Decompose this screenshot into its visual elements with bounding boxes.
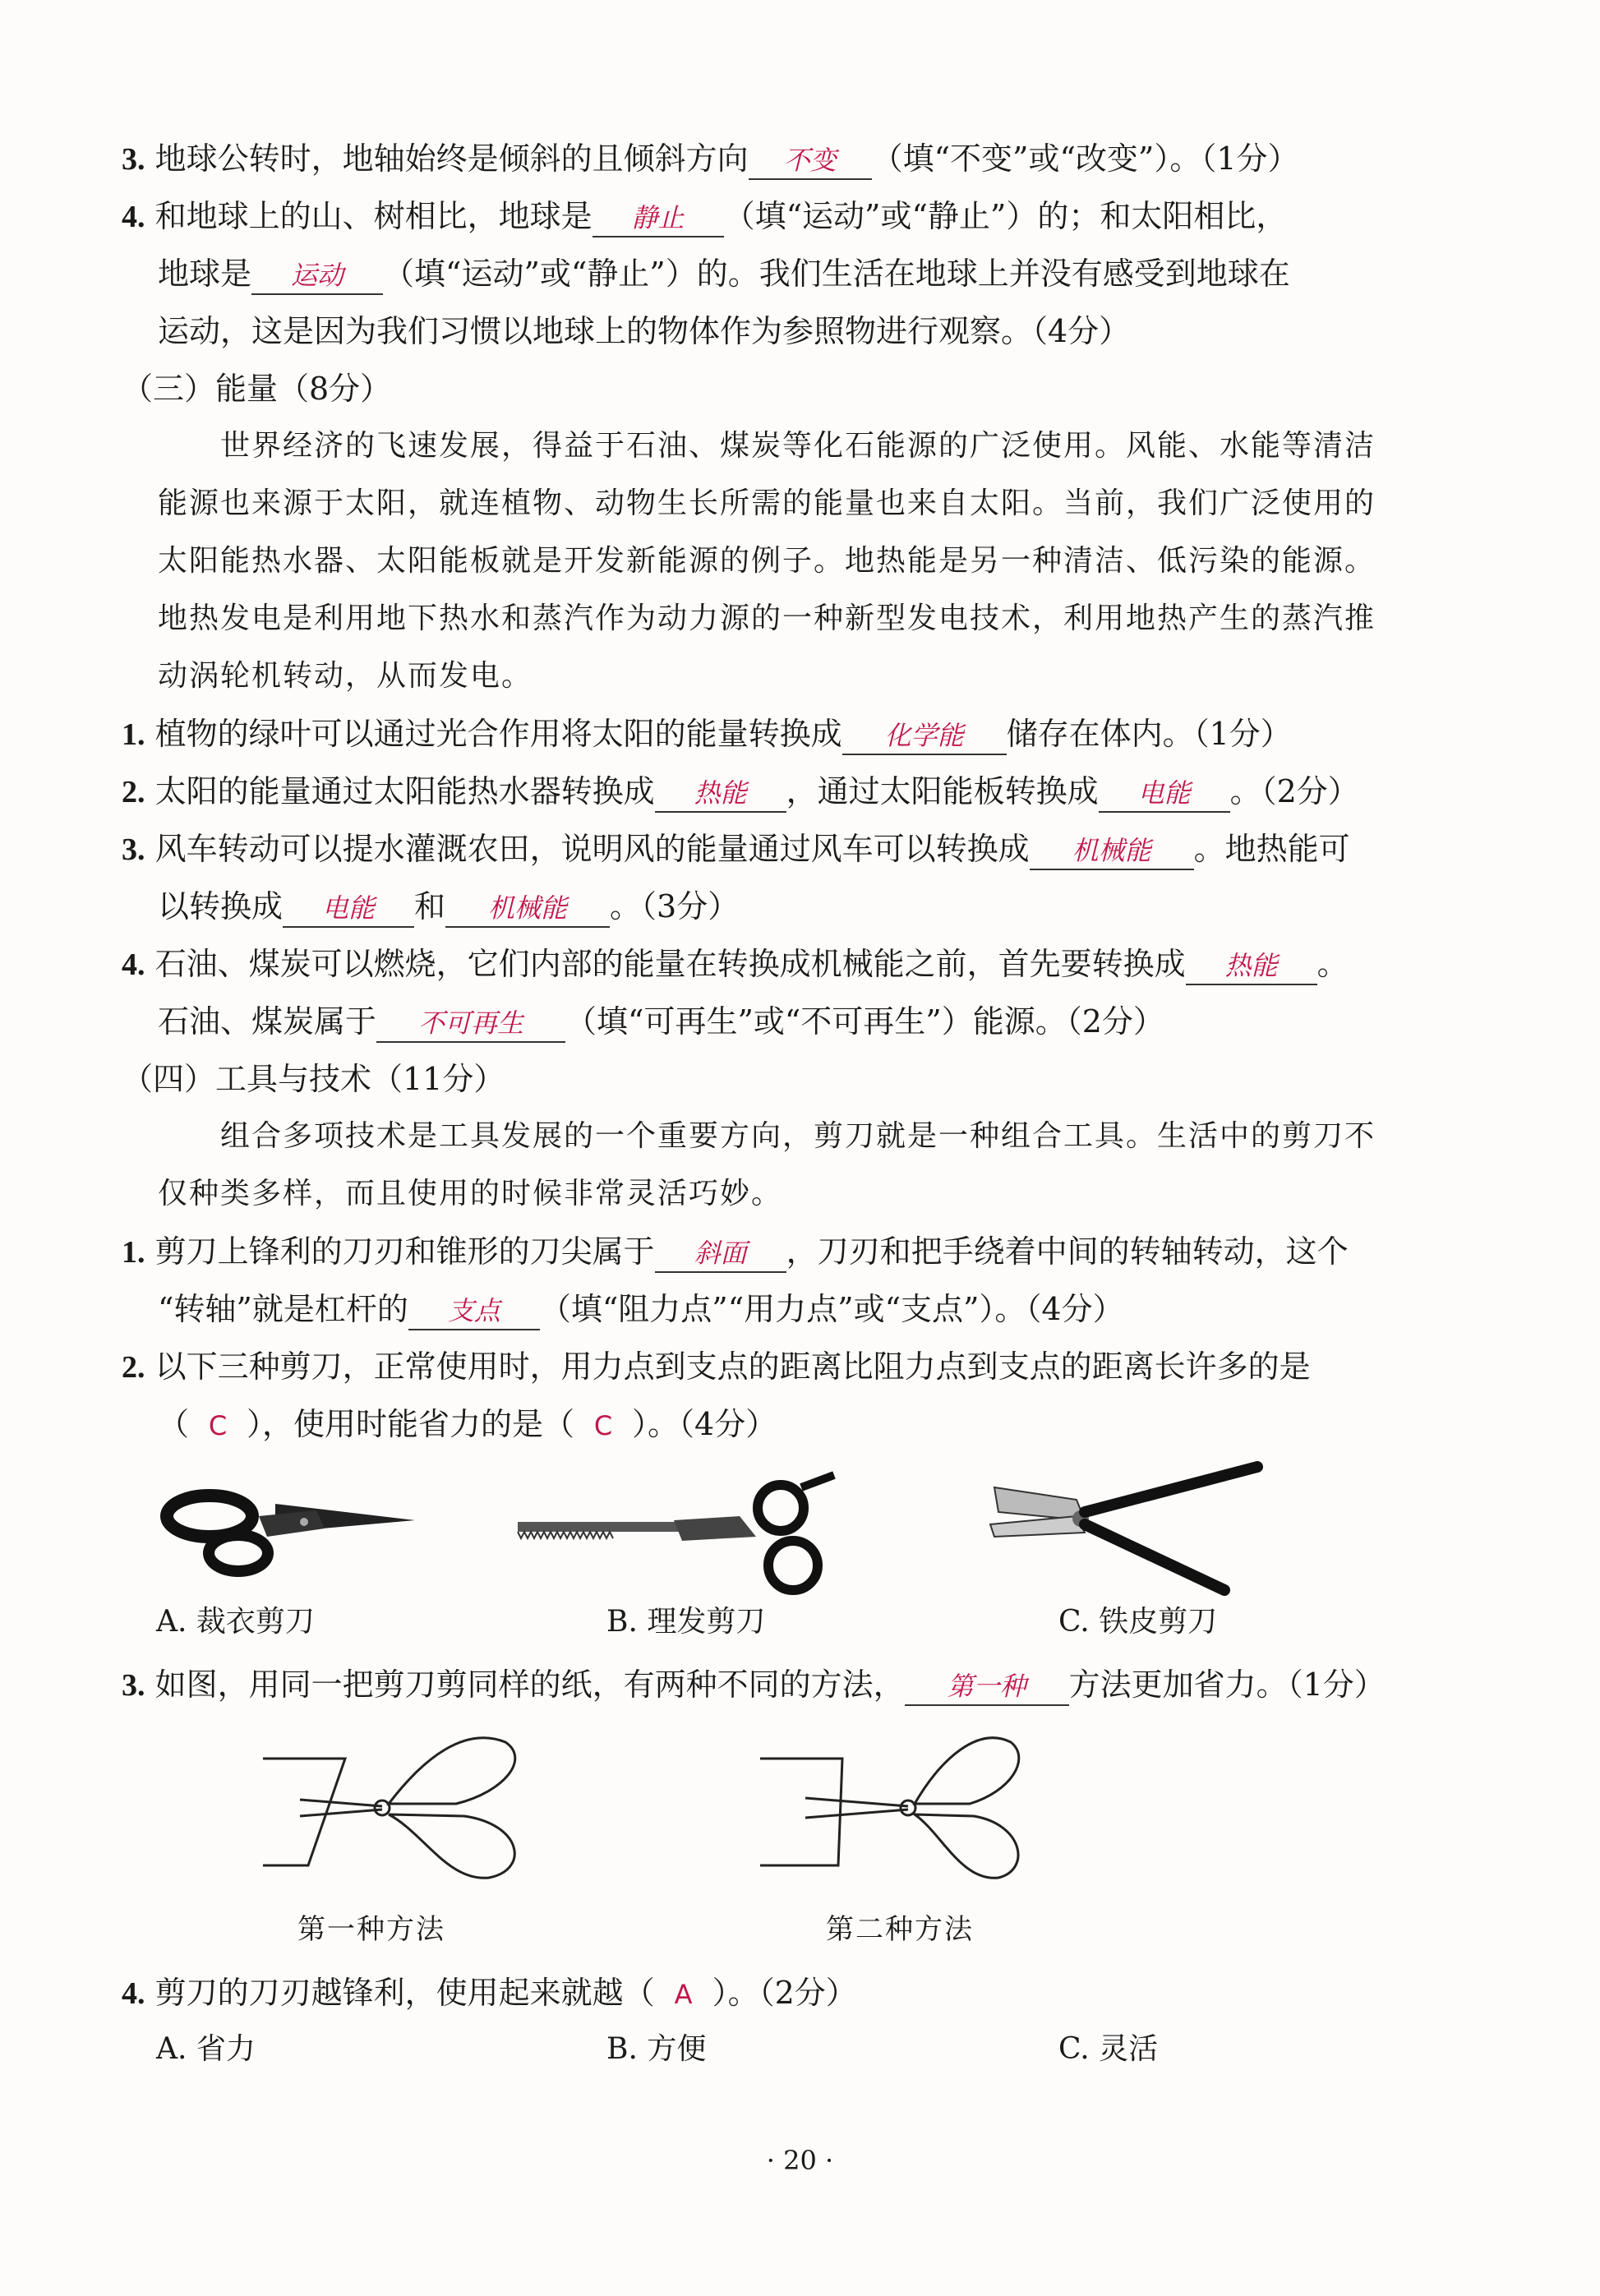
- question-text: 地球公转时，地轴始终是倾斜的且倾斜方向: [154, 141, 749, 177]
- question-number: 3.: [122, 1668, 145, 1703]
- answer-choice[interactable]: C: [208, 1410, 228, 1441]
- reading-paragraph: 组合多项技术是工具发展的一个重要方向，剪刀就是一种组合工具。生活中的剪刀不: [220, 1119, 1376, 1153]
- question-text: （填“运动”或“静止”）的。我们生活在地球上并没有感受到地球在: [383, 256, 1290, 292]
- answer-blank[interactable]: 电能: [1099, 775, 1230, 813]
- question-text: ），使用时能省力的是（: [247, 1406, 575, 1442]
- question-number: 3.: [122, 142, 145, 177]
- question-number: 1.: [122, 717, 145, 752]
- answer-blank[interactable]: 运动: [251, 257, 383, 295]
- section-title-tools: （四）工具与技术（11分）: [122, 1061, 505, 1097]
- reading-paragraph: 仅种类多样，而且使用的时候非常灵活巧妙。: [158, 1177, 783, 1210]
- answer-blank[interactable]: 斜面: [655, 1235, 786, 1273]
- question-text: 植物的绿叶可以通过光合作用将太阳的能量转换成: [154, 716, 842, 752]
- answer-blank[interactable]: 不可再生: [376, 1005, 565, 1043]
- energy-question-1: [122, 713, 1452, 755]
- reading-paragraph: 动涡轮机转动，从而发电。: [158, 659, 533, 693]
- answer-blank[interactable]: 静止: [593, 200, 724, 237]
- question-text: ，刀刃和把手绕着中间的转轴转动，这个: [786, 1233, 1349, 1270]
- tinsnips-image: [978, 1455, 1274, 1602]
- answer-blank[interactable]: 第一种: [905, 1668, 1069, 1706]
- answer-choice[interactable]: A: [674, 1979, 693, 2010]
- question-text: 。（3分）: [610, 888, 740, 924]
- answer-blank[interactable]: 不变: [749, 142, 872, 180]
- question-text: （: [158, 1406, 190, 1442]
- question-text: 以转换成: [158, 888, 284, 924]
- barber-scissors-image: [510, 1471, 855, 1602]
- method-1-diagram: [259, 1726, 538, 1890]
- reading-paragraph: 地热发电是利用地下热水和蒸汽作为动力源的一种新型发电技术，利用地热产生的蒸汽推: [158, 602, 1376, 635]
- option-c-tinsnips: C. 铁皮剪刀: [1058, 1605, 1218, 1639]
- answer-blank[interactable]: 机械能: [1030, 832, 1194, 870]
- question-text: 。（2分）: [1229, 773, 1359, 809]
- reading-paragraph: 世界经济的飞速发展，得益于石油、煤炭等化石能源的广泛使用。风能、水能等清洁: [220, 429, 1376, 463]
- answer-blank[interactable]: 支点: [408, 1293, 540, 1330]
- answer-blank[interactable]: 机械能: [445, 890, 610, 928]
- tailor-scissors-image: [152, 1471, 431, 1586]
- question-text: （填“可再生”或“不可再生”）能源。（2分）: [565, 1003, 1164, 1040]
- answer-blank[interactable]: 化学能: [842, 717, 1007, 755]
- question-number: 3.: [122, 832, 145, 867]
- option-b-barber-scissors: B. 理发剪刀: [606, 1605, 766, 1639]
- energy-question-3: [122, 828, 1452, 870]
- question-text: 如图，用同一把剪刀剪同样的纸，有两种不同的方法，: [154, 1667, 905, 1703]
- question-number: 1.: [122, 1235, 145, 1270]
- question-text: 地球是: [158, 256, 252, 292]
- reading-paragraph: 太阳能热水器、太阳能板就是开发新能源的例子。地热能是另一种清洁、低污染的能源。: [158, 544, 1376, 578]
- option-c: C. 灵活: [1058, 2032, 1159, 2066]
- question-text: （填“阻力点”“用力点”或“支点”）。（4分）: [539, 1291, 1124, 1327]
- question-text: “转轴”就是杠杆的: [158, 1291, 408, 1327]
- tools-question-2: [122, 1346, 1452, 1388]
- question-text: 方法更加省力。（1分）: [1068, 1667, 1386, 1703]
- answer-blank[interactable]: 电能: [283, 890, 414, 928]
- section-title-energy: （三）能量（8分）: [122, 371, 392, 407]
- question-text: 剪刀上锋利的刀刃和锥形的刀尖属于: [154, 1233, 655, 1270]
- answer-choice[interactable]: C: [593, 1410, 613, 1441]
- question-number: 4.: [122, 200, 145, 234]
- question-4-earth-motion: [122, 196, 1452, 237]
- energy-question-2: [122, 771, 1452, 813]
- energy-question-4-line-2: [158, 1001, 1452, 1043]
- question-text: 以下三种剪刀，正常使用时，用力点到支点的距离比阻力点到支点的距离长许多的是: [154, 1349, 1311, 1385]
- question-text: 石油、煤炭属于: [158, 1003, 377, 1040]
- question-number: 2.: [122, 1350, 145, 1385]
- question-text: （填“不变”或“改变”）。（1分）: [871, 141, 1299, 177]
- energy-question-3-line-2: [158, 886, 1452, 928]
- method-1-caption: 第一种方法: [297, 1913, 445, 1946]
- method-2-diagram: [756, 1726, 1035, 1890]
- question-text: 风车转动可以提水灌溉农田，说明风的能量通过风车可以转换成: [154, 831, 1030, 867]
- question-text: 太阳的能量通过太阳能热水器转换成: [154, 773, 655, 809]
- option-a: A. 省力: [156, 2032, 256, 2066]
- question-text: 。: [1316, 946, 1349, 982]
- option-a-tailor-scissors: A. 裁衣剪刀: [156, 1605, 315, 1639]
- question-4-line-2: [158, 253, 1452, 295]
- question-text: 和: [414, 888, 446, 924]
- question-text: 和地球上的山、树相比，地球是: [154, 198, 593, 234]
- tools-question-1-line-2: [158, 1289, 1452, 1330]
- question-number: 2.: [122, 775, 145, 809]
- energy-question-4: [122, 943, 1452, 985]
- question-text: 石油、煤炭可以燃烧，它们内部的能量在转换成机械能之前，首先要转换成: [154, 946, 1186, 982]
- tools-question-4: [122, 1972, 1452, 2015]
- method-2-caption: 第二种方法: [826, 1913, 974, 1946]
- tools-question-2-line-2: [158, 1404, 1452, 1446]
- tools-question-1: [122, 1231, 1452, 1273]
- question-text: 储存在体内。（1分）: [1006, 716, 1292, 752]
- question-3-earth-axis: [122, 138, 1452, 180]
- question-text: 剪刀的刀刃越锋利，使用起来就越（: [154, 1975, 655, 2011]
- question-text: （填“运动”或“静止”）的；和太阳相比，: [723, 198, 1288, 234]
- question-4-line-3: 运动，这是因为我们习惯以地球上的物体作为参照物进行观察。（4分）: [158, 313, 1131, 349]
- question-number: 4.: [122, 947, 145, 982]
- question-text: 。地热能可: [1193, 831, 1350, 867]
- question-text: ）。（4分）: [632, 1406, 777, 1442]
- page-number: · 20 ·: [766, 2145, 834, 2176]
- option-b: B. 方便: [606, 2032, 707, 2066]
- tools-question-3: [122, 1664, 1452, 1706]
- question-text: ）。（2分）: [712, 1975, 857, 2011]
- question-number: 4.: [122, 1976, 145, 2011]
- answer-blank[interactable]: 热能: [655, 775, 786, 813]
- reading-paragraph: 能源也来源于太阳，就连植物、动物生长所需的能量也来自太阳。当前，我们广泛使用的: [158, 486, 1376, 520]
- answer-blank[interactable]: 热能: [1186, 947, 1317, 985]
- question-text: ，通过太阳能板转换成: [786, 773, 1099, 809]
